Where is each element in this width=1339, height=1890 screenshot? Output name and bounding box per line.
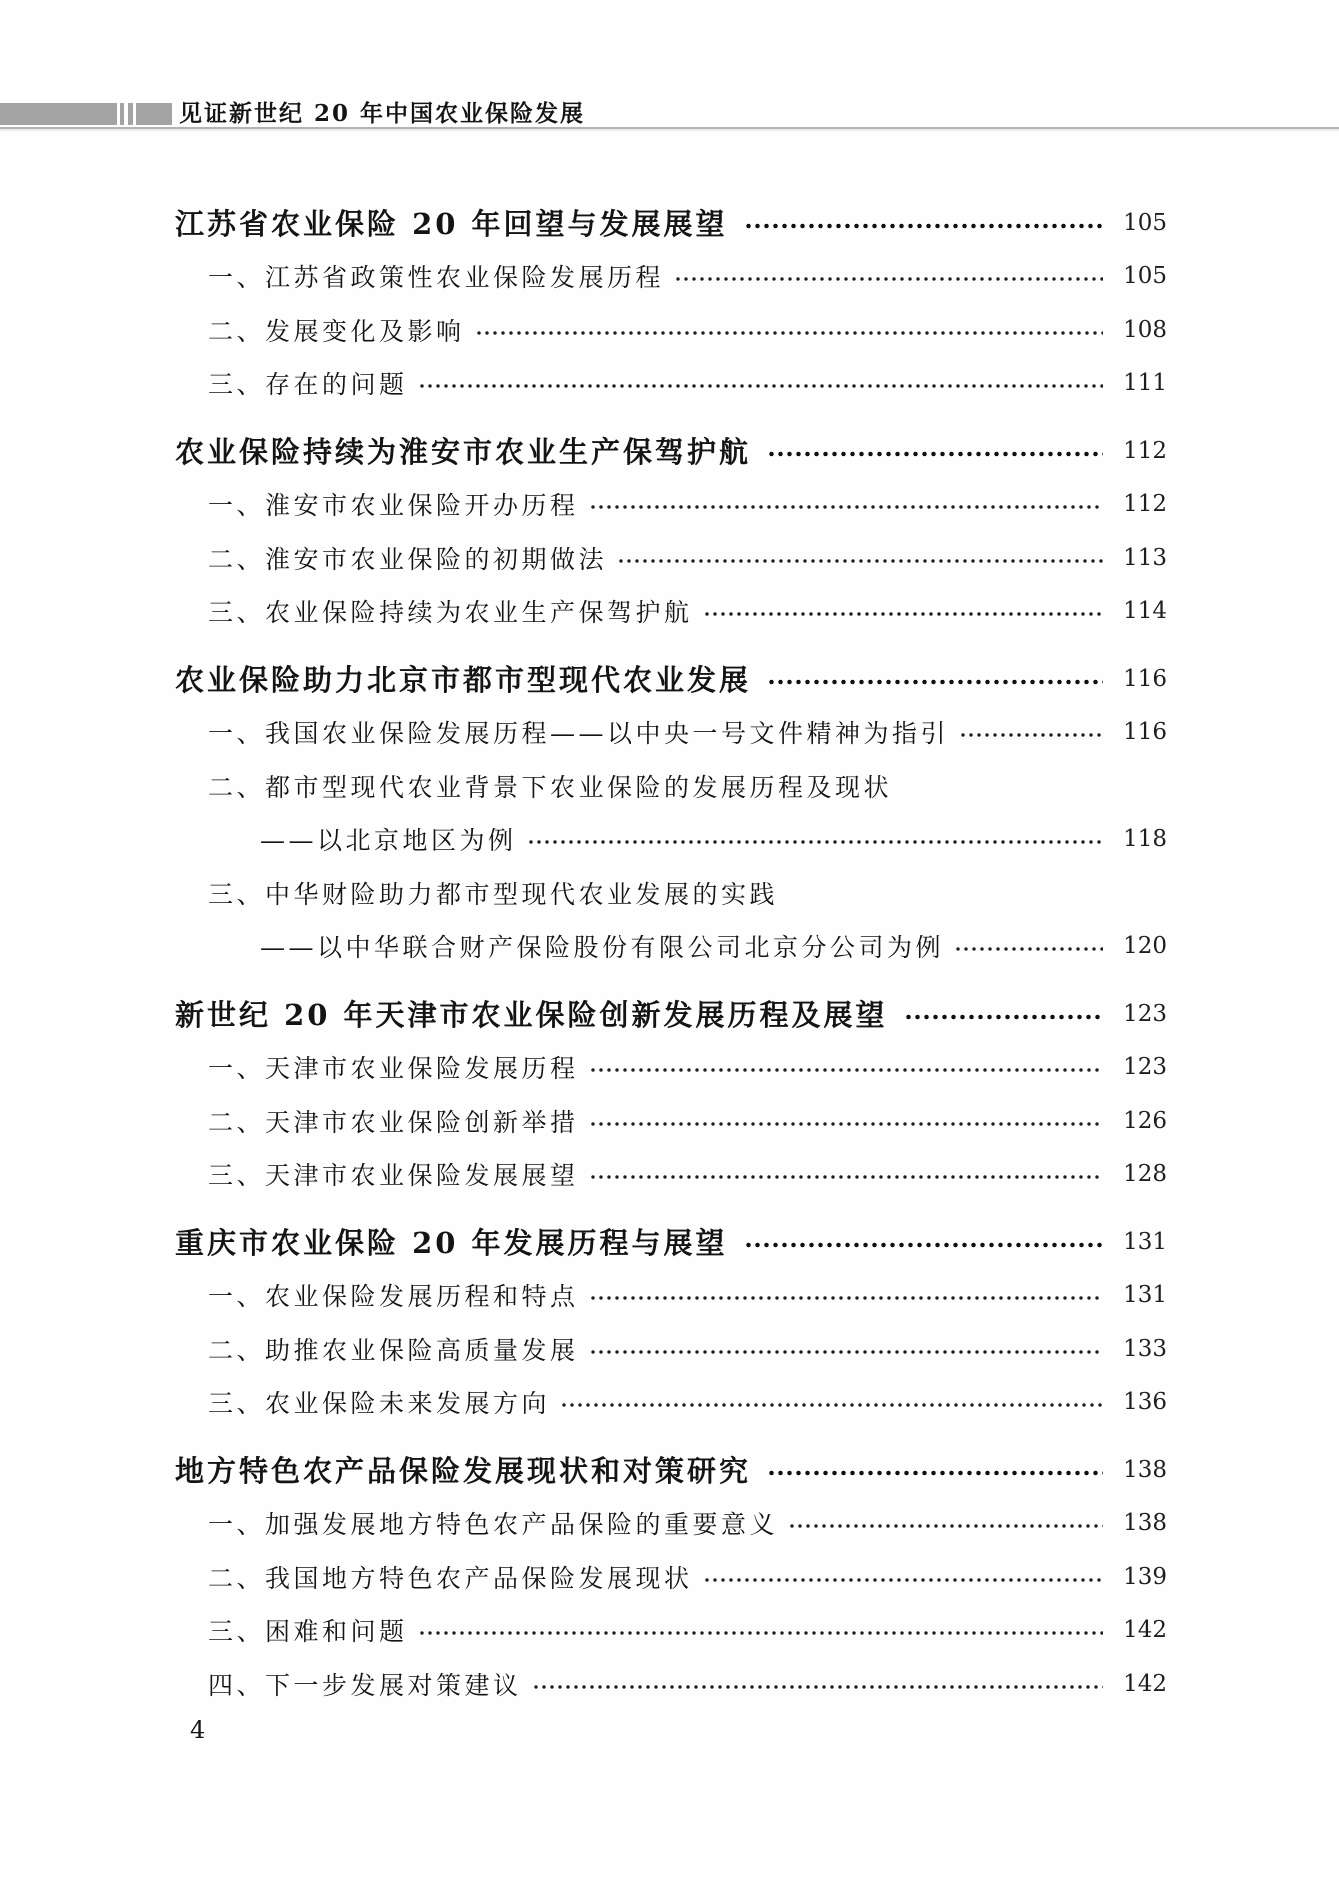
dot-leader: [703, 607, 1103, 621]
toc-page-number: 128: [1123, 1161, 1167, 1188]
toc-page-number: 112: [1123, 491, 1167, 518]
toc-page-number: 120: [1123, 933, 1167, 960]
footer-page-number: 4: [190, 1716, 206, 1744]
toc-entry-label: 重庆市农业保险 20 年发展历程与展望: [175, 1226, 728, 1261]
toc-item-row: [175, 531, 1167, 585]
toc-entry-label: 一、天津市农业保险发展历程: [208, 1054, 579, 1084]
toc-entry-label: 二、发展变化及影响: [208, 316, 465, 346]
toc-entry-label: 一、江苏省政策性农业保险发展历程: [208, 263, 665, 293]
toc-item-row: [175, 1550, 1167, 1604]
toc-section-row: [175, 196, 1167, 250]
toc-entry-label: 二、天津市农业保险创新举措: [208, 1107, 579, 1137]
toc-entry-label: 地方特色农产品保险发展现状和对策研究: [175, 1454, 752, 1489]
dot-leader: [674, 272, 1103, 286]
dot-leader: [959, 728, 1103, 742]
toc-section-row: [175, 424, 1167, 478]
dot-leader: [767, 675, 1103, 689]
toc-continuation-row: [175, 920, 1167, 974]
header-decoration-bar: [136, 103, 172, 125]
dot-leader: [418, 1626, 1103, 1640]
dot-leader: [788, 1519, 1103, 1533]
toc-page-number: 116: [1123, 665, 1167, 692]
header-decoration-bar: [128, 103, 133, 125]
toc-page-number: 136: [1123, 1389, 1167, 1416]
toc-entry-label: 三、存在的问题: [208, 370, 408, 400]
dot-leader: [589, 1170, 1103, 1184]
header-decoration-bar: [120, 103, 124, 125]
dot-leader: [589, 1291, 1103, 1305]
toc-page-number: 105: [1123, 209, 1167, 236]
toc-page-number: 118: [1123, 826, 1167, 853]
dot-leader: [703, 1573, 1103, 1587]
toc-page-number: 123: [1123, 1054, 1167, 1081]
toc-item-row: [175, 1604, 1167, 1658]
toc-page-number: 142: [1123, 1670, 1167, 1697]
dot-leader: [767, 447, 1103, 461]
toc-section-row: [175, 1215, 1167, 1269]
toc-continuation-row: [175, 813, 1167, 867]
toc-item-row: [175, 1148, 1167, 1202]
toc-entry-label: 一、淮安市农业保险开办历程: [208, 491, 579, 521]
dot-leader: [904, 1010, 1103, 1024]
toc-entry-label: 二、都市型现代农业背景下农业保险的发展历程及现状: [208, 772, 893, 802]
toc-page-number: 126: [1123, 1107, 1167, 1134]
toc-page-number: 138: [1123, 1456, 1167, 1483]
dot-leader: [744, 219, 1103, 233]
dot-leader: [475, 326, 1103, 340]
toc-item-row: [175, 1041, 1167, 1095]
toc-section-row: [175, 1443, 1167, 1497]
toc-page-number: 138: [1123, 1510, 1167, 1537]
toc-entry-label: 三、困难和问题: [208, 1617, 408, 1647]
toc-item-row: [175, 478, 1167, 532]
toc-entry-label: 三、农业保险持续为农业生产保驾护航: [208, 598, 693, 628]
dot-leader: [560, 1398, 1103, 1412]
toc-page-number: 139: [1123, 1563, 1167, 1590]
toc-page-number: 142: [1123, 1617, 1167, 1644]
dot-leader: [589, 1345, 1103, 1359]
dot-leader: [589, 1117, 1103, 1131]
toc-entry-label: 一、我国农业保险发展历程——以中央一号文件精神为指引: [208, 719, 950, 749]
dot-leader: [589, 1063, 1103, 1077]
toc-page-number: 114: [1123, 598, 1167, 625]
toc-entry-label: 三、中华财险助力都市型现代农业发展的实践: [208, 879, 779, 909]
toc-entry-label: 新世纪 20 年天津市农业保险创新发展历程及展望: [175, 998, 888, 1033]
toc: [175, 196, 1167, 1711]
dot-leader: [744, 1238, 1103, 1252]
toc-entry-label: ——以中华联合财产保险股份有限公司北京分公司为例: [260, 933, 945, 963]
header-decoration-bar: [0, 103, 117, 125]
toc-entry-label: 二、我国地方特色农产品保险发展现状: [208, 1563, 693, 1593]
toc-item-row: [175, 1322, 1167, 1376]
toc-entry-label: 二、淮安市农业保险的初期做法: [208, 544, 608, 574]
toc-page-number: 113: [1123, 544, 1167, 571]
toc-entry-label: 农业保险助力北京市都市型现代农业发展: [175, 663, 752, 698]
toc-item-row: [175, 1657, 1167, 1711]
dot-leader: [617, 554, 1103, 568]
toc-page-number: 131: [1123, 1282, 1167, 1309]
toc-item-row: [175, 706, 1167, 760]
dot-leader: [767, 1466, 1103, 1480]
toc-page-number: 108: [1123, 316, 1167, 343]
dot-leader: [418, 379, 1103, 393]
toc-item-row: [175, 357, 1167, 411]
toc-item-row: [175, 759, 1167, 813]
toc-item-row: [175, 1269, 1167, 1323]
toc-page-number: 112: [1123, 437, 1167, 464]
toc-entry-label: 农业保险持续为淮安市农业生产保驾护航: [175, 435, 752, 470]
toc-item-row: [175, 1376, 1167, 1430]
toc-entry-label: ——以北京地区为例: [260, 826, 517, 856]
dot-leader: [527, 835, 1103, 849]
toc-entry-label: 一、加强发展地方特色农产品保险的重要意义: [208, 1510, 779, 1540]
dot-leader: [532, 1680, 1103, 1694]
toc-item-row: [175, 866, 1167, 920]
toc-section-row: [175, 652, 1167, 706]
toc-page-number: 111: [1123, 370, 1167, 397]
toc-item-row: [175, 303, 1167, 357]
toc-page-number: 123: [1123, 1000, 1167, 1027]
toc-page-number: 116: [1123, 719, 1167, 746]
header-rule: [0, 127, 1339, 129]
toc-item-row: [175, 1497, 1167, 1551]
toc-page-number: 133: [1123, 1335, 1167, 1362]
toc-section-row: [175, 987, 1167, 1041]
toc-item-row: [175, 585, 1167, 639]
toc-entry-label: 江苏省农业保险 20 年回望与发展展望: [175, 207, 728, 242]
toc-page-number: 131: [1123, 1228, 1167, 1255]
dot-leader: [954, 942, 1103, 956]
toc-entry-label: 三、农业保险未来发展方向: [208, 1389, 551, 1419]
toc-entry-label: 一、农业保险发展历程和特点: [208, 1282, 579, 1312]
toc-page-number: 105: [1123, 263, 1167, 290]
toc-entry-label: 四、下一步发展对策建议: [208, 1670, 522, 1700]
toc-item-row: [175, 1094, 1167, 1148]
toc-item-row: [175, 250, 1167, 304]
toc-entry-label: 三、天津市农业保险发展展望: [208, 1161, 579, 1191]
dot-leader: [589, 500, 1103, 514]
running-header-title: 见证新世纪 20 年中国农业保险发展: [179, 100, 586, 127]
toc-entry-label: 二、助推农业保险高质量发展: [208, 1335, 579, 1365]
